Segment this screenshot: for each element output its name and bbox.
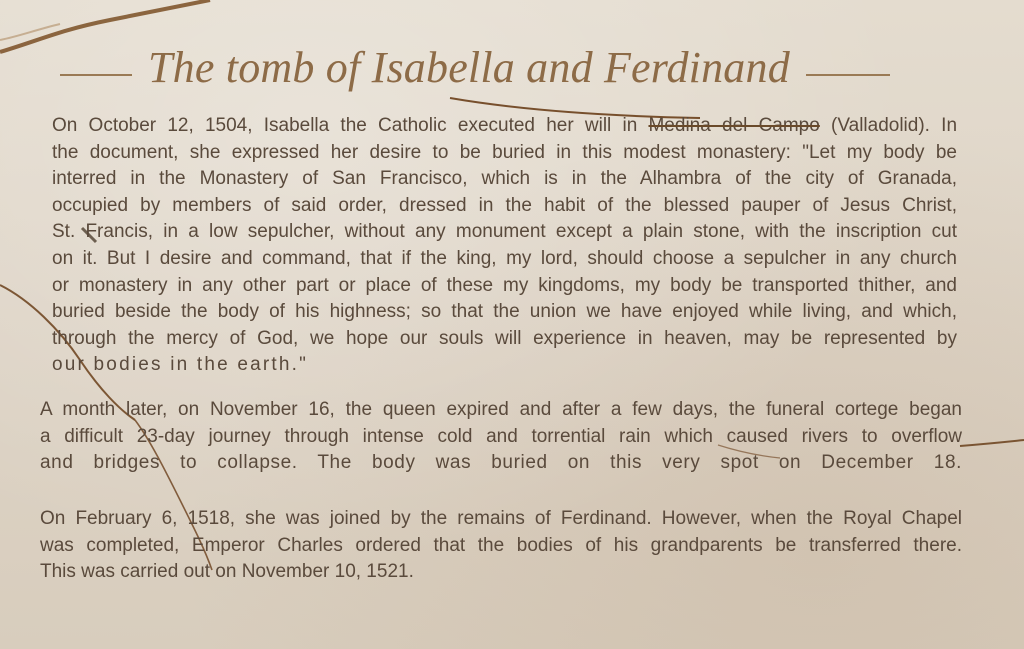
- paragraph-line: This was carried out on November 10, 1521.: [40, 561, 414, 583]
- paragraph-line: buried beside the body of his highness; so that the union we have enjoyed while living, and which,: [52, 301, 957, 323]
- title-rule-right: [806, 74, 890, 76]
- line-text: On October 12, 1504, Isabella the Catholic executed her will in: [52, 115, 649, 136]
- paragraph-funeral: [40, 397, 962, 477]
- paragraph-line: the document, she expressed her desire to be buried in this modest monastery: "Let my body be: [52, 141, 957, 163]
- paragraph-line: a difficult 23-day journey through intense cold and torrential rain which caused rivers to overflow: [40, 425, 962, 447]
- paragraph-ferdinand: [40, 506, 962, 586]
- title-row: [60, 30, 960, 90]
- paragraph-line: St. Francis, in a low sepulcher, without any monument except a plain stone, with the inscription cut: [52, 221, 957, 243]
- paragraph-line: On February 6, 1518, she was joined by the remains of Ferdinand. However, when the Royal Chapel: [40, 508, 962, 529]
- paragraph-line: A month later, on November 16, the queen expired and after a few days, the funeral cortege began: [40, 399, 962, 420]
- paragraph-line: on it. But I desire and command, that if the king, my lord, should choose a sepulcher in any church: [52, 247, 957, 269]
- paragraph-line: [52, 113, 957, 140]
- paragraph-will: [52, 113, 957, 379]
- paragraph-line: interred in the Monastery of San Francisco, which is in the Alhambra of the city of Granada,: [52, 168, 957, 190]
- plaque-title: The tomb of Isabella and Ferdinand: [148, 43, 790, 92]
- struck-phrase: Medina del Campo: [648, 115, 820, 136]
- paragraph-line: through the mercy of God, we hope our souls will experience in heaven, may be represented by: [52, 327, 957, 349]
- paragraph-line: or monastery in any other part or place of these my kingdoms, my body be transported thither, and: [52, 274, 957, 296]
- title-rule-left: [60, 74, 132, 76]
- paragraph-line: occupied by members of said order, dressed in the habit of the blessed pauper of Jesus Christ,: [52, 194, 957, 216]
- paragraph-line: was completed, Emperor Charles ordered that the bodies of his grandparents be transferred there.: [40, 534, 962, 556]
- paragraph-line: and bridges to collapse. The body was buried on this very spot on December 18.: [40, 452, 962, 474]
- line-text: (Valladolid). In: [819, 115, 958, 136]
- paragraph-line: our bodies in the earth.": [52, 354, 309, 376]
